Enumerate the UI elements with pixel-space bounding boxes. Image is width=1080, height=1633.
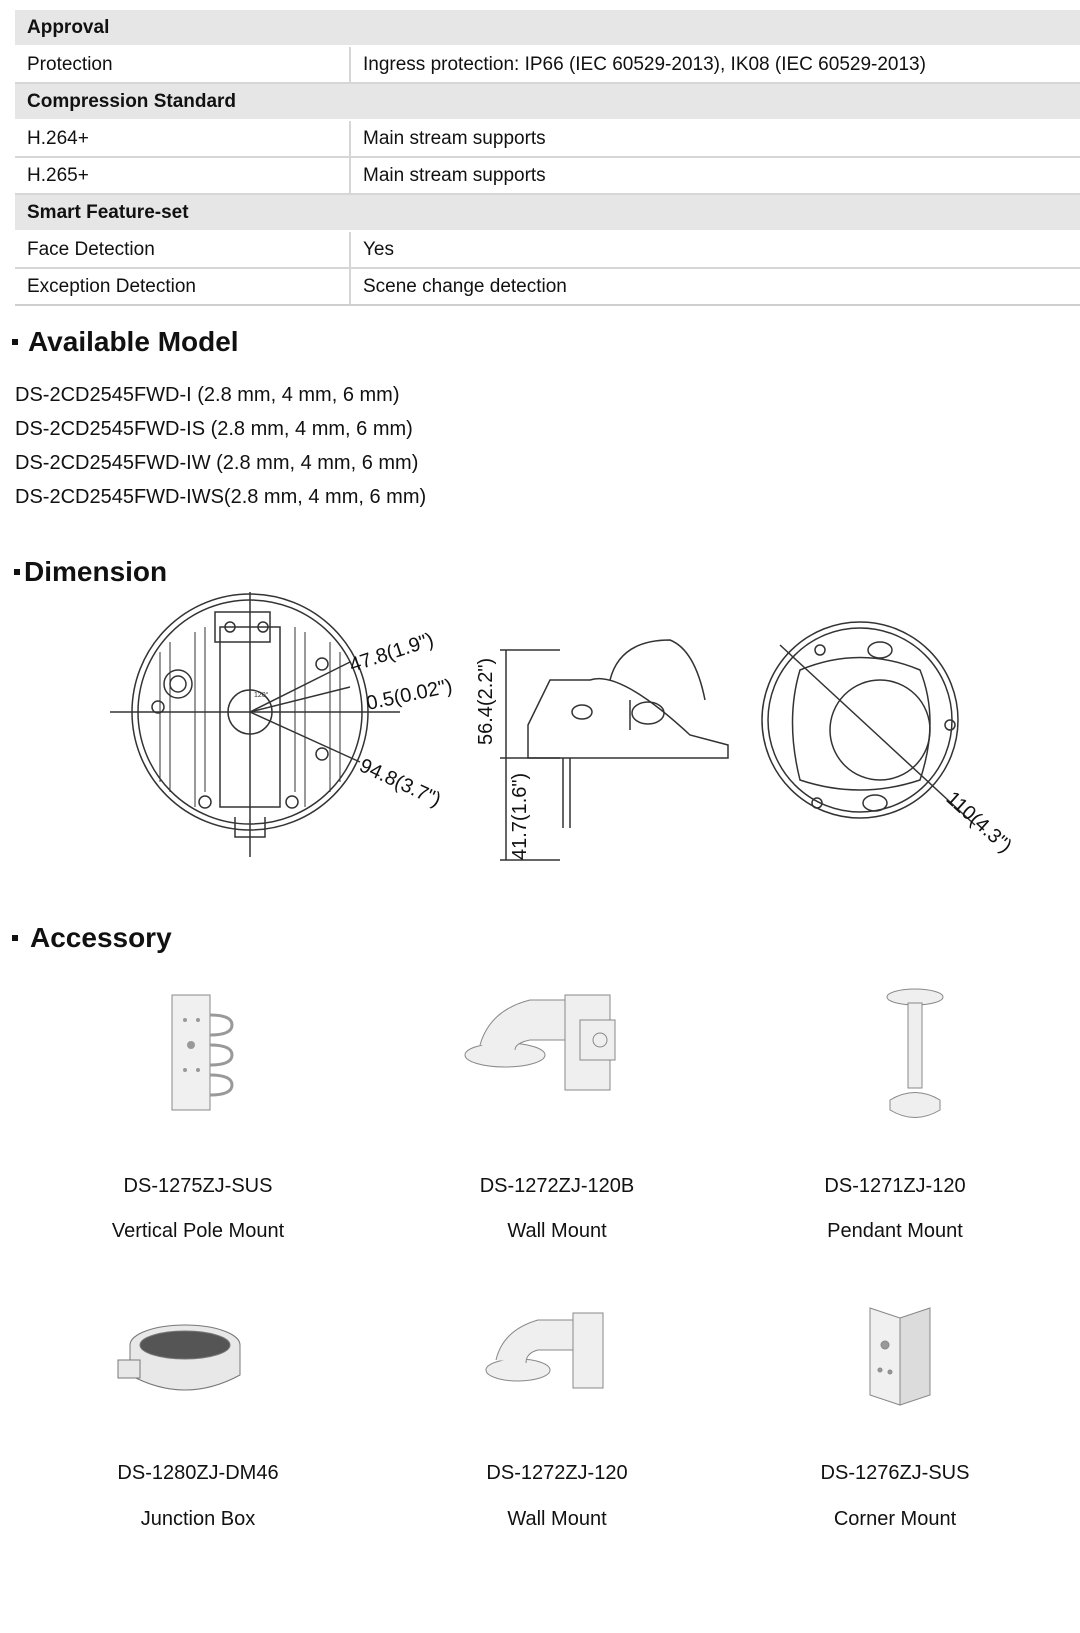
spec-row: [15, 268, 1080, 305]
spec-value: Yes: [350, 231, 1080, 268]
bullet-icon: [12, 339, 18, 345]
accessory-name: Wall Mount: [507, 1508, 607, 1530]
spec-value: Main stream supports: [350, 120, 1080, 157]
accessory-code: DS-1275ZJ-SUS: [123, 1175, 273, 1197]
dim-angle-label: 120°: [254, 692, 269, 699]
spec-label: Exception Detection: [15, 268, 350, 305]
model-list: [15, 378, 426, 514]
available-model-title: Available Model: [28, 326, 239, 357]
corner-mount-icon: [860, 1300, 940, 1410]
spec-row: [15, 120, 1080, 157]
dim-diameter-label: 94.8(3.7"): [355, 754, 445, 812]
dimension-top-view-drawing: [100, 592, 470, 867]
spec-row: [15, 231, 1080, 268]
spec-row: [15, 46, 1080, 83]
accessory-title: Accessory: [30, 922, 172, 953]
spec-label: H.264+: [15, 120, 350, 157]
bullet-icon: [14, 569, 20, 575]
spec-section-label: Smart Feature-set: [15, 194, 1080, 231]
accessory-name: Vertical Pole Mount: [111, 1220, 285, 1242]
model-item: DS-2CD2545FWD-IWS(2.8 mm, 4 mm, 6 mm): [15, 486, 427, 508]
accessory-name: Corner Mount: [833, 1508, 957, 1530]
accessory-code: DS-1272ZJ-120: [486, 1462, 628, 1484]
pendant-mount-icon: [870, 985, 960, 1130]
accessory-name: Junction Box: [140, 1508, 256, 1530]
wall-mount-box-icon: [460, 985, 630, 1105]
dim-outer-diameter-label: 110(4.3"): [941, 787, 1016, 858]
bullet-icon: [12, 935, 18, 941]
dim-top-radius-label: 47.8(1.9"): [346, 628, 437, 677]
dim-lower-height-label: 41.7(1.6"): [509, 772, 531, 860]
dimension-title: Dimension: [24, 556, 168, 587]
dimension-bottom-view-drawing: [755, 615, 1045, 875]
accessory-code: DS-1272ZJ-120B: [479, 1175, 635, 1197]
junction-box-icon: [110, 1310, 250, 1410]
accessory-code: DS-1276ZJ-SUS: [820, 1462, 970, 1484]
spec-row: [15, 157, 1080, 194]
spec-section-label: Approval: [15, 10, 1080, 46]
accessory-heading: [12, 922, 172, 954]
model-item: DS-2CD2545FWD-IS (2.8 mm, 4 mm, 6 mm): [15, 418, 413, 440]
spec-section-row: [15, 83, 1080, 120]
dimension-side-view-drawing: [470, 610, 740, 870]
spec-label: Protection: [15, 46, 350, 83]
wall-mount-icon: [478, 1305, 613, 1395]
spec-label: Face Detection: [15, 231, 350, 268]
spec-table: [15, 10, 1080, 306]
spec-value: Main stream supports: [350, 157, 1080, 194]
dimension-heading: [14, 556, 167, 588]
accessory-code: DS-1280ZJ-DM46: [117, 1462, 279, 1484]
spec-label: H.265+: [15, 157, 350, 194]
spec-section-row: [15, 10, 1080, 46]
dim-height-label: 56.4(2.2"): [475, 657, 497, 745]
accessory-code: DS-1271ZJ-120: [824, 1175, 966, 1197]
model-item: DS-2CD2545FWD-I (2.8 mm, 4 mm, 6 mm): [15, 384, 400, 406]
accessory-name: Wall Mount: [507, 1220, 607, 1242]
model-item: DS-2CD2545FWD-IW (2.8 mm, 4 mm, 6 mm): [15, 452, 419, 474]
dim-offset-label: 0.5(0.02"): [364, 675, 455, 715]
spec-section-label: Compression Standard: [15, 83, 1080, 120]
spec-section-row: [15, 194, 1080, 231]
vertical-pole-mount-icon: [160, 990, 250, 1115]
accessory-name: Pendant Mount: [827, 1220, 963, 1242]
spec-value: Ingress protection: IP66 (IEC 60529-2013), IK08 (IEC 60529-2013): [350, 46, 1080, 83]
available-model-heading: [12, 326, 239, 358]
spec-value: Scene change detection: [350, 268, 1080, 305]
